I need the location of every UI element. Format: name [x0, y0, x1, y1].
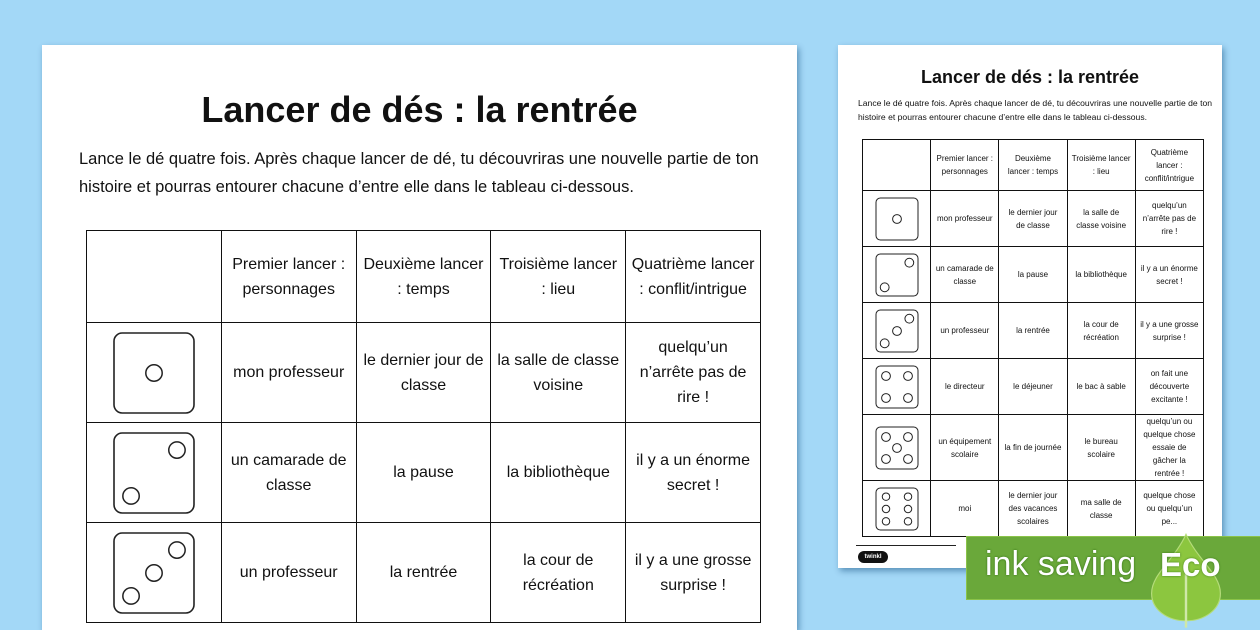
column-header: Premier lancer : personnages — [221, 231, 356, 323]
story-option-cell[interactable]: la rentrée — [356, 523, 491, 623]
story-option-cell[interactable]: il y a une grosse surprise ! — [626, 523, 761, 623]
story-option-cell[interactable]: un équipement scolaire — [931, 415, 999, 481]
die-face-3-icon — [113, 532, 195, 614]
die-face-2-icon — [875, 253, 919, 297]
story-option-cell[interactable]: mon professeur — [221, 323, 356, 423]
column-header — [87, 231, 222, 323]
die-cell — [863, 191, 931, 247]
die-cell — [87, 323, 222, 423]
story-option-cell[interactable]: le bureau scolaire — [1067, 415, 1135, 481]
die-face-6-icon — [875, 487, 919, 531]
die-face-2-icon — [113, 432, 195, 514]
column-header: Premier lancer : personnages — [931, 140, 999, 191]
dice-table — [86, 230, 761, 623]
column-header: Troisième lancer : lieu — [1067, 140, 1135, 191]
table-header-row — [863, 140, 1204, 191]
worksheet-instructions: Lance le dé quatre fois. Après chaque lancer de dé, tu découvriras une nouvelle partie de ton histoire et pourras entourer chacune d’entre elle dans le tableau ci-dessous. — [79, 150, 759, 196]
story-option-cell[interactable]: la fin de journée — [999, 415, 1067, 481]
story-option-cell[interactable]: la bibliothèque — [491, 423, 626, 523]
story-option-cell[interactable]: ma salle de classe — [1067, 481, 1135, 537]
story-option-cell[interactable]: un camarade de classe — [931, 247, 999, 303]
story-option-cell[interactable]: la cour de récréation — [491, 523, 626, 623]
column-header: Deuxième lancer : temps — [999, 140, 1067, 191]
die-cell — [87, 423, 222, 523]
story-option-cell[interactable]: il y a un énorme secret ! — [1135, 247, 1203, 303]
table-row — [87, 323, 761, 423]
column-header: Deuxième lancer : temps — [356, 231, 491, 323]
story-option-cell[interactable]: quelque chose ou quelqu’un pe... — [1135, 481, 1203, 537]
story-option-cell[interactable]: le dernier jour de classe — [356, 323, 491, 423]
worksheet-preview-small — [838, 45, 1222, 568]
column-header: Quatrième lancer : conflit/intrigue — [626, 231, 761, 323]
story-option-cell[interactable]: quelqu’un ou quelque chose essaie de gâcher la rentrée ! — [1135, 415, 1203, 481]
column-header: Quatrième lancer : conflit/intrigue — [1135, 140, 1203, 191]
table-row — [87, 423, 761, 523]
worksheet-instructions: Lance le dé quatre fois. Après chaque lancer de dé, tu découvriras une nouvelle partie de ton histoire et pourras entourer chacune d’entre elle dans le tableau ci-dessous. — [858, 98, 1213, 122]
die-face-1-icon — [113, 332, 195, 414]
die-cell — [87, 523, 222, 623]
story-option-cell[interactable]: le déjeuner — [999, 359, 1067, 415]
story-option-cell[interactable]: un professeur — [931, 303, 999, 359]
worksheet-preview-large — [42, 45, 797, 630]
story-option-cell[interactable]: la rentrée — [999, 303, 1067, 359]
table-row — [863, 359, 1204, 415]
story-option-cell[interactable]: mon professeur — [931, 191, 999, 247]
ink-saving-label: ink saving — [985, 545, 1137, 583]
story-option-cell[interactable]: quelqu’un n’arrête pas de rire ! — [626, 323, 761, 423]
table-row — [863, 415, 1204, 481]
table-row — [863, 247, 1204, 303]
story-option-cell[interactable]: le bac à sable — [1067, 359, 1135, 415]
die-face-5-icon — [875, 426, 919, 470]
table-header-row — [87, 231, 761, 323]
story-option-cell[interactable]: la salle de classe voisine — [1067, 191, 1135, 247]
story-option-cell[interactable]: le dernier jour des vacances scolaires — [999, 481, 1067, 537]
table-row — [863, 481, 1204, 537]
story-option-cell[interactable]: la pause — [356, 423, 491, 523]
column-header: Troisième lancer : lieu — [491, 231, 626, 323]
die-cell — [863, 481, 931, 537]
story-option-cell[interactable]: il y a une grosse surprise ! — [1135, 303, 1203, 359]
die-cell — [863, 247, 931, 303]
die-face-1-icon — [875, 197, 919, 241]
column-header — [863, 140, 931, 191]
die-face-4-icon — [875, 365, 919, 409]
die-cell — [863, 415, 931, 481]
story-option-cell[interactable]: la pause — [999, 247, 1067, 303]
footer-divider — [856, 545, 956, 546]
story-option-cell[interactable]: le dernier jour de classe — [999, 191, 1067, 247]
story-option-cell[interactable]: un camarade de classe — [221, 423, 356, 523]
table-row — [863, 191, 1204, 247]
story-option-cell[interactable]: un professeur — [221, 523, 356, 623]
worksheet-title: Lancer de dés : la rentrée — [201, 89, 638, 130]
table-row — [87, 523, 761, 623]
eco-label: Eco — [1160, 546, 1221, 583]
story-option-cell[interactable]: la salle de classe voisine — [491, 323, 626, 423]
story-option-cell[interactable]: la bibliothèque — [1067, 247, 1135, 303]
dice-table — [862, 139, 1204, 537]
story-option-cell[interactable]: on fait une découverte excitante ! — [1135, 359, 1203, 415]
die-face-3-icon — [875, 309, 919, 353]
die-cell — [863, 303, 931, 359]
twinkl-logo: twinkl — [858, 551, 888, 563]
die-cell — [863, 359, 931, 415]
worksheet-title: Lancer de dés : la rentrée — [920, 67, 1140, 87]
story-option-cell[interactable]: la cour de récréation — [1067, 303, 1135, 359]
story-option-cell[interactable]: quelqu’un n’arrête pas de rire ! — [1135, 191, 1203, 247]
story-option-cell[interactable]: le directeur — [931, 359, 999, 415]
story-option-cell[interactable]: il y a un énorme secret ! — [626, 423, 761, 523]
table-row — [863, 303, 1204, 359]
story-option-cell[interactable]: moi — [931, 481, 999, 537]
